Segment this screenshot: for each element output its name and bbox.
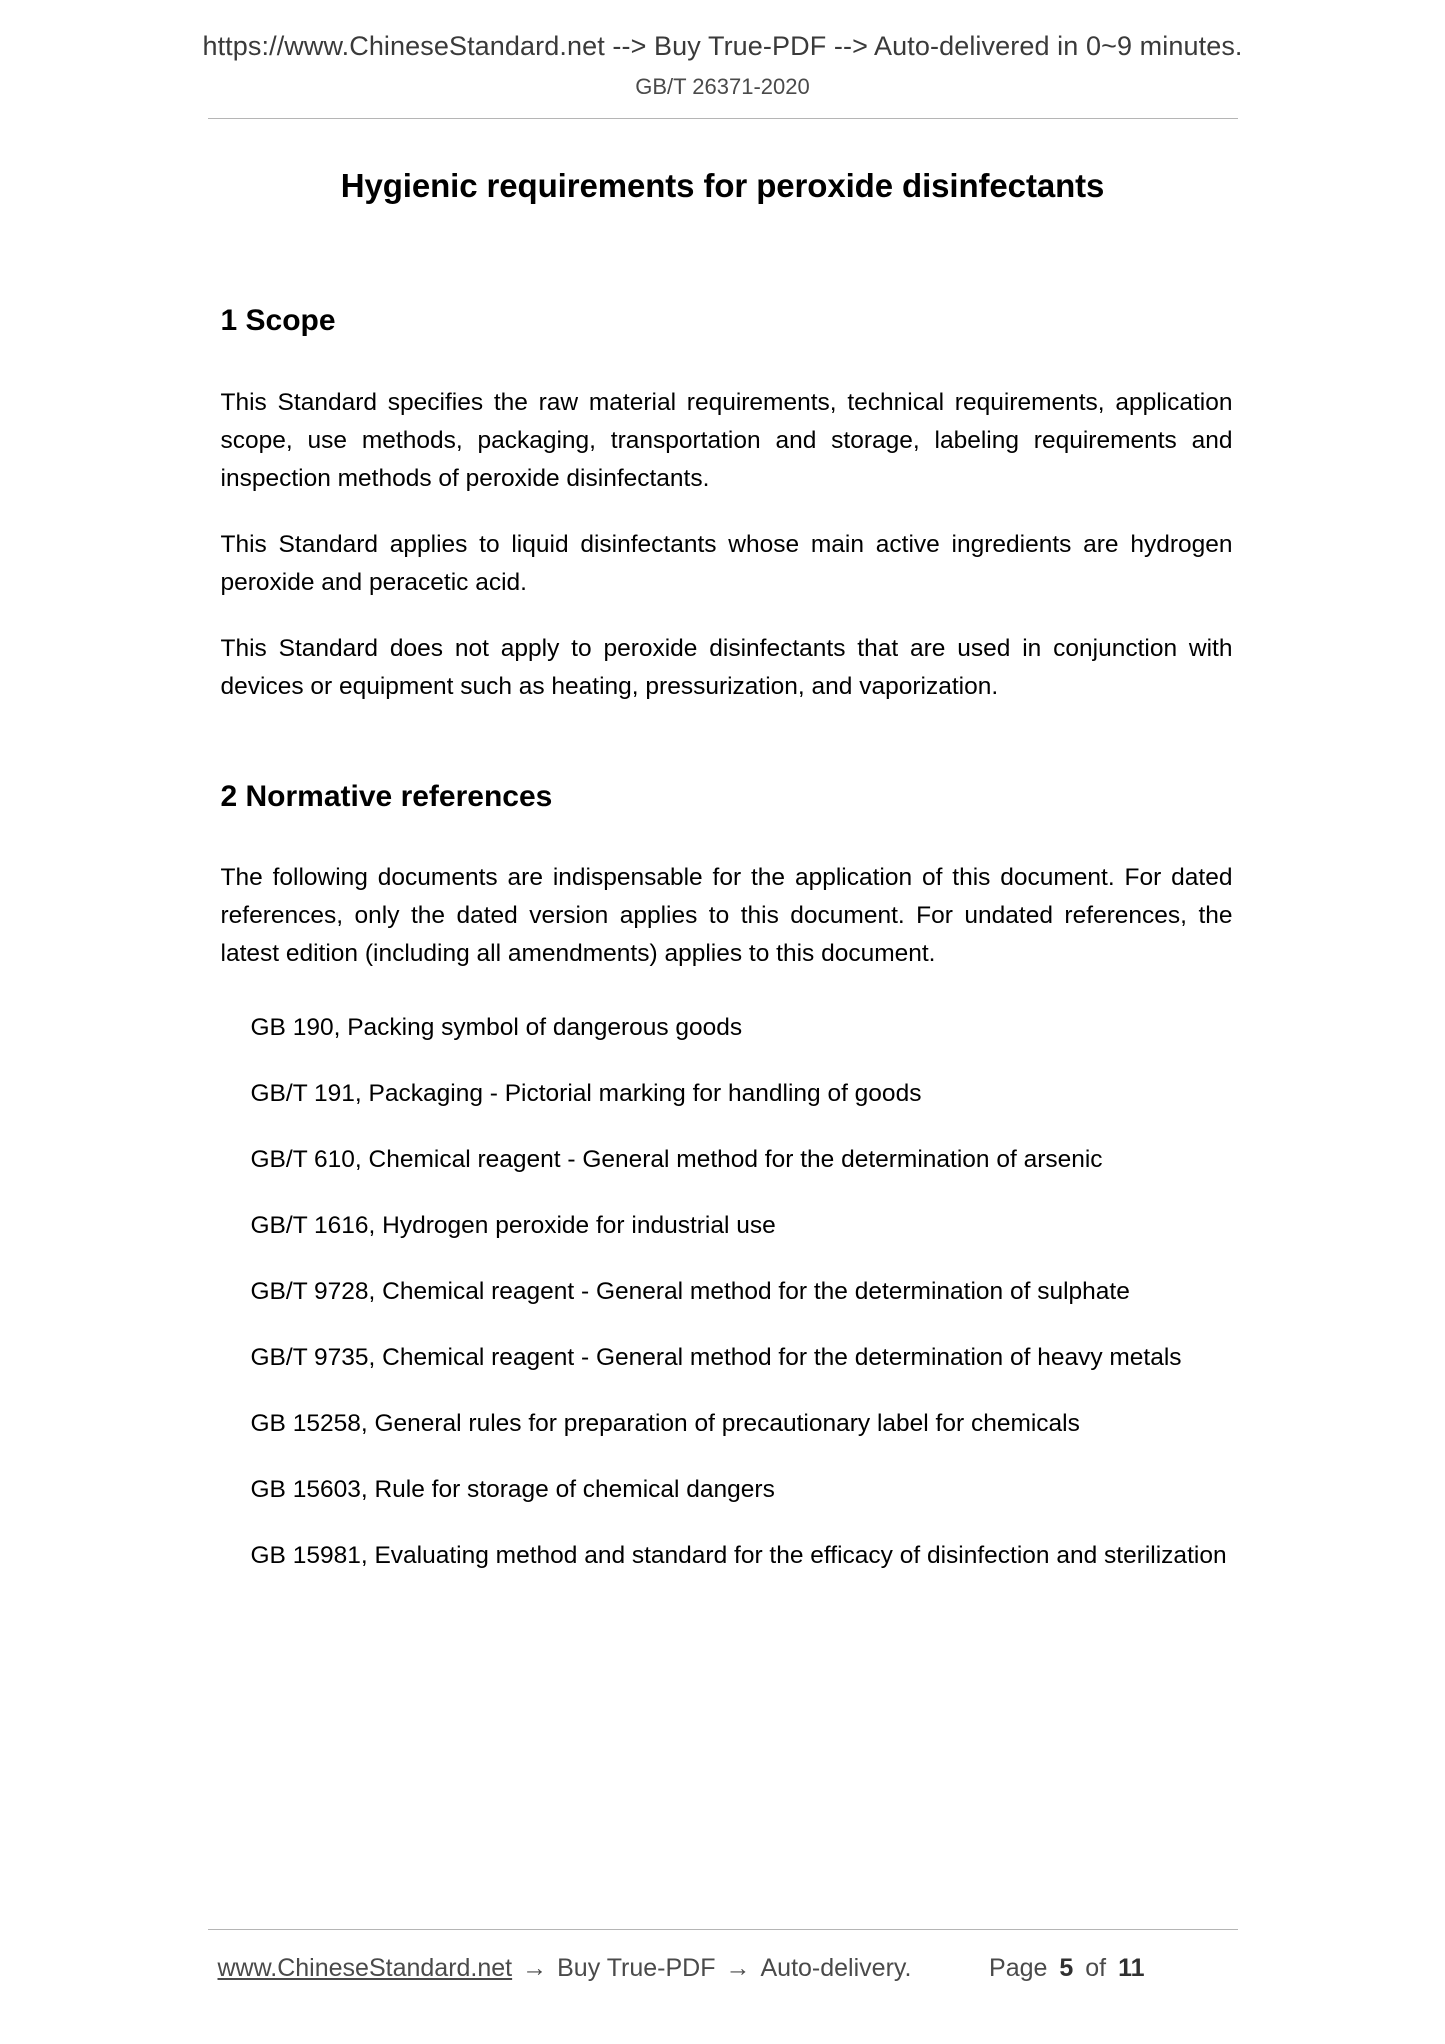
normative-references-paragraph-1: The following documents are indispensable for the application of this document. For dated references, only the dated version applies to this document. For undated references, the latest edition (including all amendments) applies to this document. <box>220 864 1233 968</box>
document-content <box>213 165 1233 1575</box>
scope-paragraph-1: This Standard specifies the raw material requirements, technical requirements, application scope, use methods, packaging, transportation and storage, labeling requirements and inspection methods of peroxide disinfectants. <box>220 388 1233 492</box>
scope-paragraph-3: This Standard does not apply to peroxide disinfectants that are used in conjunction with devices or equipment such as heating, pressurization, and vaporization. <box>220 634 1233 700</box>
list-item: GB/T 610, Chemical reagent - General method for the determination of arsenic <box>250 1146 1103 1174</box>
list-item: GB/T 191, Packaging - Pictorial marking for handling of goods <box>250 1080 922 1108</box>
footer-divider <box>208 1929 1238 1930</box>
page-of-label: of <box>1085 1953 1107 1982</box>
footer-promo <box>218 1952 912 1985</box>
list-item: GB/T 1616, Hydrogen peroxide for industrial use <box>250 1212 776 1240</box>
footer-row <box>208 1952 1238 1985</box>
normative-reference-list <box>213 1009 1233 1575</box>
list-item: GB/T 9728, Chemical reagent - General method for the determination of sulphate <box>250 1278 1130 1306</box>
header-divider <box>208 118 1238 119</box>
list-item: GB 15981, Evaluating method and standard for the efficacy of disinfection and sterilization <box>250 1542 1227 1570</box>
page-indicator <box>989 1952 1149 1985</box>
section-heading-normative-references: 2 Normative references <box>220 779 553 813</box>
page-title: Hygienic requirements for peroxide disinfectants <box>340 167 1105 205</box>
list-item: GB/T 9735, Chemical reagent - General method for the determination of heavy metals <box>250 1344 1182 1372</box>
section-heading-scope: 1 Scope <box>220 304 336 338</box>
list-item: GB 15603, Rule for storage of chemical dangers <box>250 1476 775 1504</box>
page-footer <box>0 1929 1445 1985</box>
footer-buy-text: Buy True-PDF <box>557 1953 716 1982</box>
scope-paragraph-2: This Standard applies to liquid disinfectants whose main active ingredients are hydrogen peroxide and peracetic acid. <box>220 530 1233 596</box>
page-label: Page <box>989 1953 1048 1982</box>
arrow-right-icon: → <box>725 1953 751 1982</box>
arrow-right-icon: → <box>522 1953 548 1982</box>
list-item: GB 15258, General rules for preparation of precautionary label for chemicals <box>250 1410 1080 1438</box>
page-total: 11 <box>1118 1953 1145 1982</box>
standard-code-text: GB/T 26371-2020 <box>635 73 810 99</box>
list-item: GB 190, Packing symbol of dangerous goods <box>250 1014 743 1042</box>
promo-banner-text: https://www.ChineseStandard.net --> Buy True-PDF --> Auto-delivered in 0~9 minutes. <box>202 31 1243 61</box>
footer-website-link[interactable]: www.ChineseStandard.net <box>217 1953 513 1982</box>
page-number: 5 <box>1059 1953 1074 1982</box>
footer-delivery-text: Auto-delivery. <box>760 1953 912 1982</box>
page-header <box>0 0 1445 119</box>
